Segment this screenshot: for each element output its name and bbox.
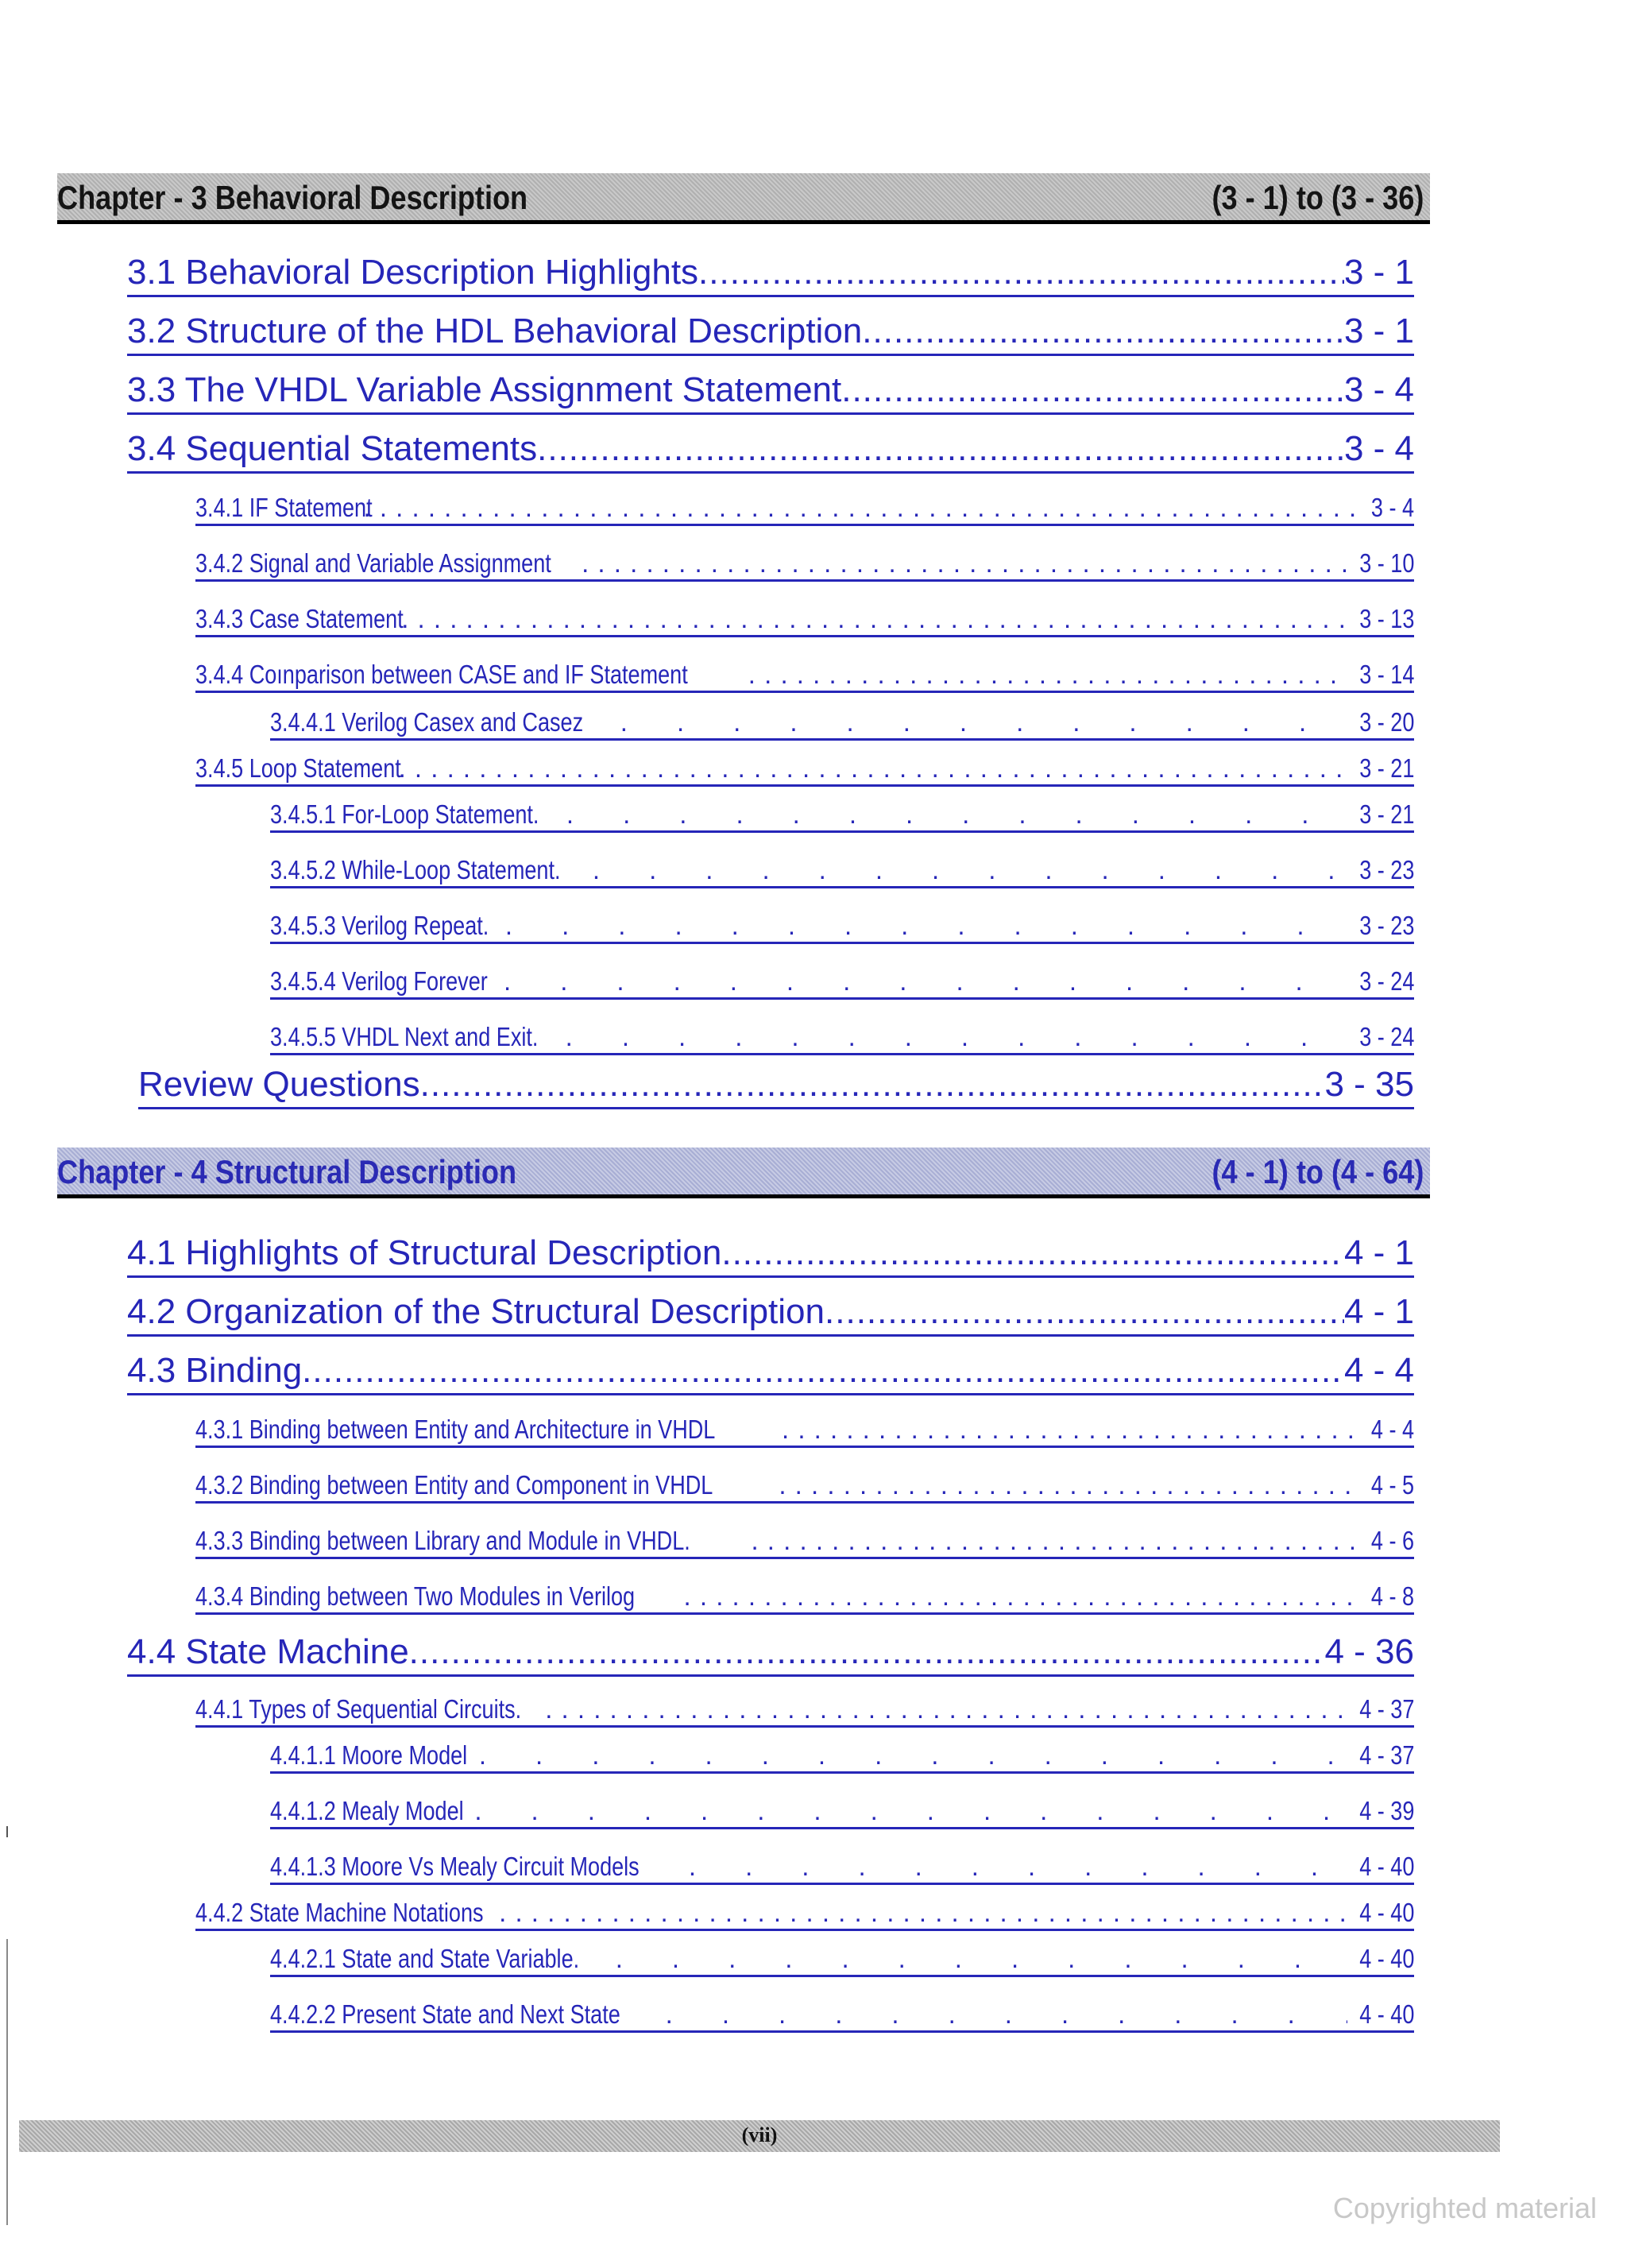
toc-entry-title: 3.4.5.5 VHDL Next and Exit.: [270, 1022, 539, 1051]
toc-subentry[interactable]: [195, 491, 1414, 526]
toc-subentry[interactable]: [195, 1580, 1414, 1615]
toc-entry[interactable]: [127, 366, 1414, 415]
toc-entry-title: 4.2 Organization of the Structural Description: [127, 1292, 825, 1331]
toc-subsubentry[interactable]: [270, 1850, 1414, 1885]
toc-subentry[interactable]: [195, 1469, 1414, 1504]
toc-entry-page: 3 - 13: [1358, 604, 1414, 633]
toc-subsubentry[interactable]: [270, 706, 1414, 741]
toc-entry-title: 4.4.2 State Machine Notations: [195, 1898, 484, 1927]
scan-edge-line: [6, 1826, 8, 1837]
toc-entry-page: 3 - 35: [1324, 1065, 1414, 1104]
toc-entry-page: 3 - 20: [1358, 707, 1414, 737]
toc-entry-title: 3.4.5.3 Verilog Repeat.: [270, 911, 489, 940]
toc-entry-title: 4.4.1 Types of Sequential Circuits.: [195, 1694, 522, 1724]
toc-entry-page: 3 - 24: [1358, 966, 1414, 996]
toc-subsubentry[interactable]: [270, 798, 1414, 833]
toc-entry[interactable]: [127, 1346, 1414, 1395]
toc-subentry[interactable]: [195, 658, 1414, 693]
toc-entry-title: 4.4.1.2 Mealy Model: [270, 1796, 464, 1825]
toc-entry-page: 3 - 23: [1358, 855, 1414, 884]
toc-entry-title: 3.4.1 IF Statement: [195, 493, 373, 522]
toc-entry-page: 4 - 40: [1358, 1944, 1414, 1973]
toc-entry-title: 4.4.1.3 Moore Vs Mealy Circuit Models: [270, 1852, 640, 1881]
toc-entry-page: 4 - 39: [1358, 1796, 1414, 1825]
toc-entry-title: 4.4.2.1 State and State Variable.: [270, 1944, 580, 1973]
toc-entry-title: 3.2 Structure of the HDL Behavioral Description: [127, 312, 863, 350]
toc-subsubentry[interactable]: [270, 1942, 1414, 1977]
toc-entry[interactable]: [127, 1287, 1414, 1337]
toc-entry-page: 4 - 8: [1370, 1581, 1414, 1611]
toc-entry-title: 3.4.2 Signal and Variable Assignment: [195, 548, 551, 578]
toc-entry-review-questions[interactable]: [138, 1060, 1414, 1109]
copyright-notice: Copyrighted material: [1332, 2192, 1597, 2224]
toc-entry-page: 4 - 40: [1358, 1898, 1414, 1927]
toc-entry-title: 4.3.3 Binding between Library and Module in VHDL.: [195, 1526, 690, 1555]
toc-entry-page: 3 - 4: [1343, 429, 1414, 468]
toc-entry-page: 3 - 24: [1358, 1022, 1414, 1051]
toc-entry[interactable]: [127, 1229, 1414, 1278]
toc-entry-page: 4 - 1: [1343, 1233, 1414, 1272]
toc-entry-title: 4.4 State Machine: [127, 1632, 409, 1671]
toc-entry-title: 4.4.1.1 Moore Model: [270, 1740, 468, 1770]
chapter-3-page-range: (3 - 1) to (3 - 36): [1212, 179, 1424, 216]
toc-subsubentry[interactable]: [270, 909, 1414, 944]
toc-entry[interactable]: [127, 424, 1414, 474]
toc-entry-title: 4.3.1 Binding between Entity and Architecture in VHDL: [195, 1415, 716, 1444]
toc-subentry[interactable]: [195, 1896, 1414, 1931]
toc-entry[interactable]: [127, 248, 1414, 297]
footer-bar: [19, 2120, 1500, 2152]
toc-entry-page: 4 - 6: [1370, 1526, 1414, 1555]
toc-entry-title: 4.4.2.2 Present State and Next State: [270, 1999, 620, 2029]
toc-subentry[interactable]: [195, 1693, 1414, 1728]
toc-entry-title: Review Questions: [138, 1065, 420, 1104]
toc-subentry[interactable]: [195, 1413, 1414, 1448]
toc-entry-page: 4 - 4: [1370, 1415, 1414, 1444]
toc-entry-page: 3 - 14: [1358, 660, 1414, 689]
toc-entry[interactable]: [127, 307, 1414, 356]
toc-entry-title: 3.4.5.2 While-Loop Statement.: [270, 855, 561, 884]
toc-entry-title: 4.3 Binding: [127, 1351, 303, 1390]
toc-entry-page: 3 - 23: [1358, 911, 1414, 940]
toc-entry-page: 4 - 1: [1343, 1292, 1414, 1331]
toc-entry-page: 3 - 1: [1343, 312, 1414, 350]
toc-entry-title: 3.4.5.4 Verilog Forever: [270, 966, 488, 996]
toc-subsubentry[interactable]: [270, 965, 1414, 1000]
toc-subsubentry[interactable]: [270, 853, 1414, 888]
toc-entry-title: 3.4.5 Loop Statement: [195, 753, 401, 783]
toc-entry-page: 3 - 21: [1358, 753, 1414, 783]
toc-entry-title: 3.3 The VHDL Variable Assignment Statement: [127, 370, 842, 409]
page-number: (vii): [741, 2123, 778, 2146]
toc-entry-title: 3.4 Sequential Statements: [127, 429, 538, 468]
toc-entry-page: 3 - 4: [1370, 493, 1414, 522]
toc-subsubentry[interactable]: [270, 1794, 1414, 1829]
toc-entry-title: 3.4.5.1 For-Loop Statement.: [270, 799, 539, 829]
toc-subentry[interactable]: [195, 752, 1414, 787]
toc-entry-page: 3 - 4: [1343, 370, 1414, 409]
toc-subentry[interactable]: [195, 602, 1414, 637]
toc-entry-title: 4.1 Highlights of Structural Description: [127, 1233, 722, 1272]
toc-entry-page: 4 - 37: [1358, 1694, 1414, 1724]
toc-subentry[interactable]: [195, 1524, 1414, 1559]
toc-entry-page: 3 - 21: [1358, 799, 1414, 829]
toc-subsubentry[interactable]: [270, 1020, 1414, 1055]
toc-entry[interactable]: [127, 1627, 1414, 1677]
toc-entry-page: 4 - 37: [1358, 1740, 1414, 1770]
chapter-3-title: Chapter - 3 Behavioral Description: [57, 179, 528, 216]
toc-entry-page: 4 - 36: [1324, 1632, 1414, 1671]
toc-entry-title: 3.4.3 Case Statement: [195, 604, 404, 633]
toc-entry-page: 4 - 40: [1358, 1999, 1414, 2029]
chapter-4-title: Chapter - 4 Structural Description: [57, 1153, 517, 1190]
toc-subentry[interactable]: [195, 547, 1414, 582]
toc-entry-title: 4.3.2 Binding between Entity and Component in VHDL: [195, 1470, 713, 1500]
chapter-4-page-range: (4 - 1) to (4 - 64): [1212, 1153, 1424, 1190]
toc-entry-page: 4 - 4: [1343, 1351, 1414, 1390]
toc-entry-title: 4.3.4 Binding between Two Modules in Verilog: [195, 1581, 636, 1611]
toc-entry-page: 4 - 5: [1370, 1470, 1414, 1500]
toc-entry-title: 3.4.4.1 Verilog Casex and Casez: [270, 707, 584, 737]
toc-entry-page: 3 - 1: [1343, 253, 1414, 292]
toc-entry-page: 4 - 40: [1358, 1852, 1414, 1881]
toc-subsubentry[interactable]: [270, 1739, 1414, 1774]
scan-edge-line: [6, 1939, 8, 2225]
toc-entry-title: 3.4.4 Coınparison between CASE and IF Statement: [195, 660, 688, 689]
toc-entry-page: 3 - 10: [1358, 548, 1414, 578]
chapter-3-header: [57, 173, 1430, 224]
toc-subsubentry[interactable]: [270, 1998, 1414, 2033]
chapter-4-header: [57, 1148, 1430, 1198]
toc-entry-title: 3.1 Behavioral Description Highlights: [127, 253, 699, 292]
